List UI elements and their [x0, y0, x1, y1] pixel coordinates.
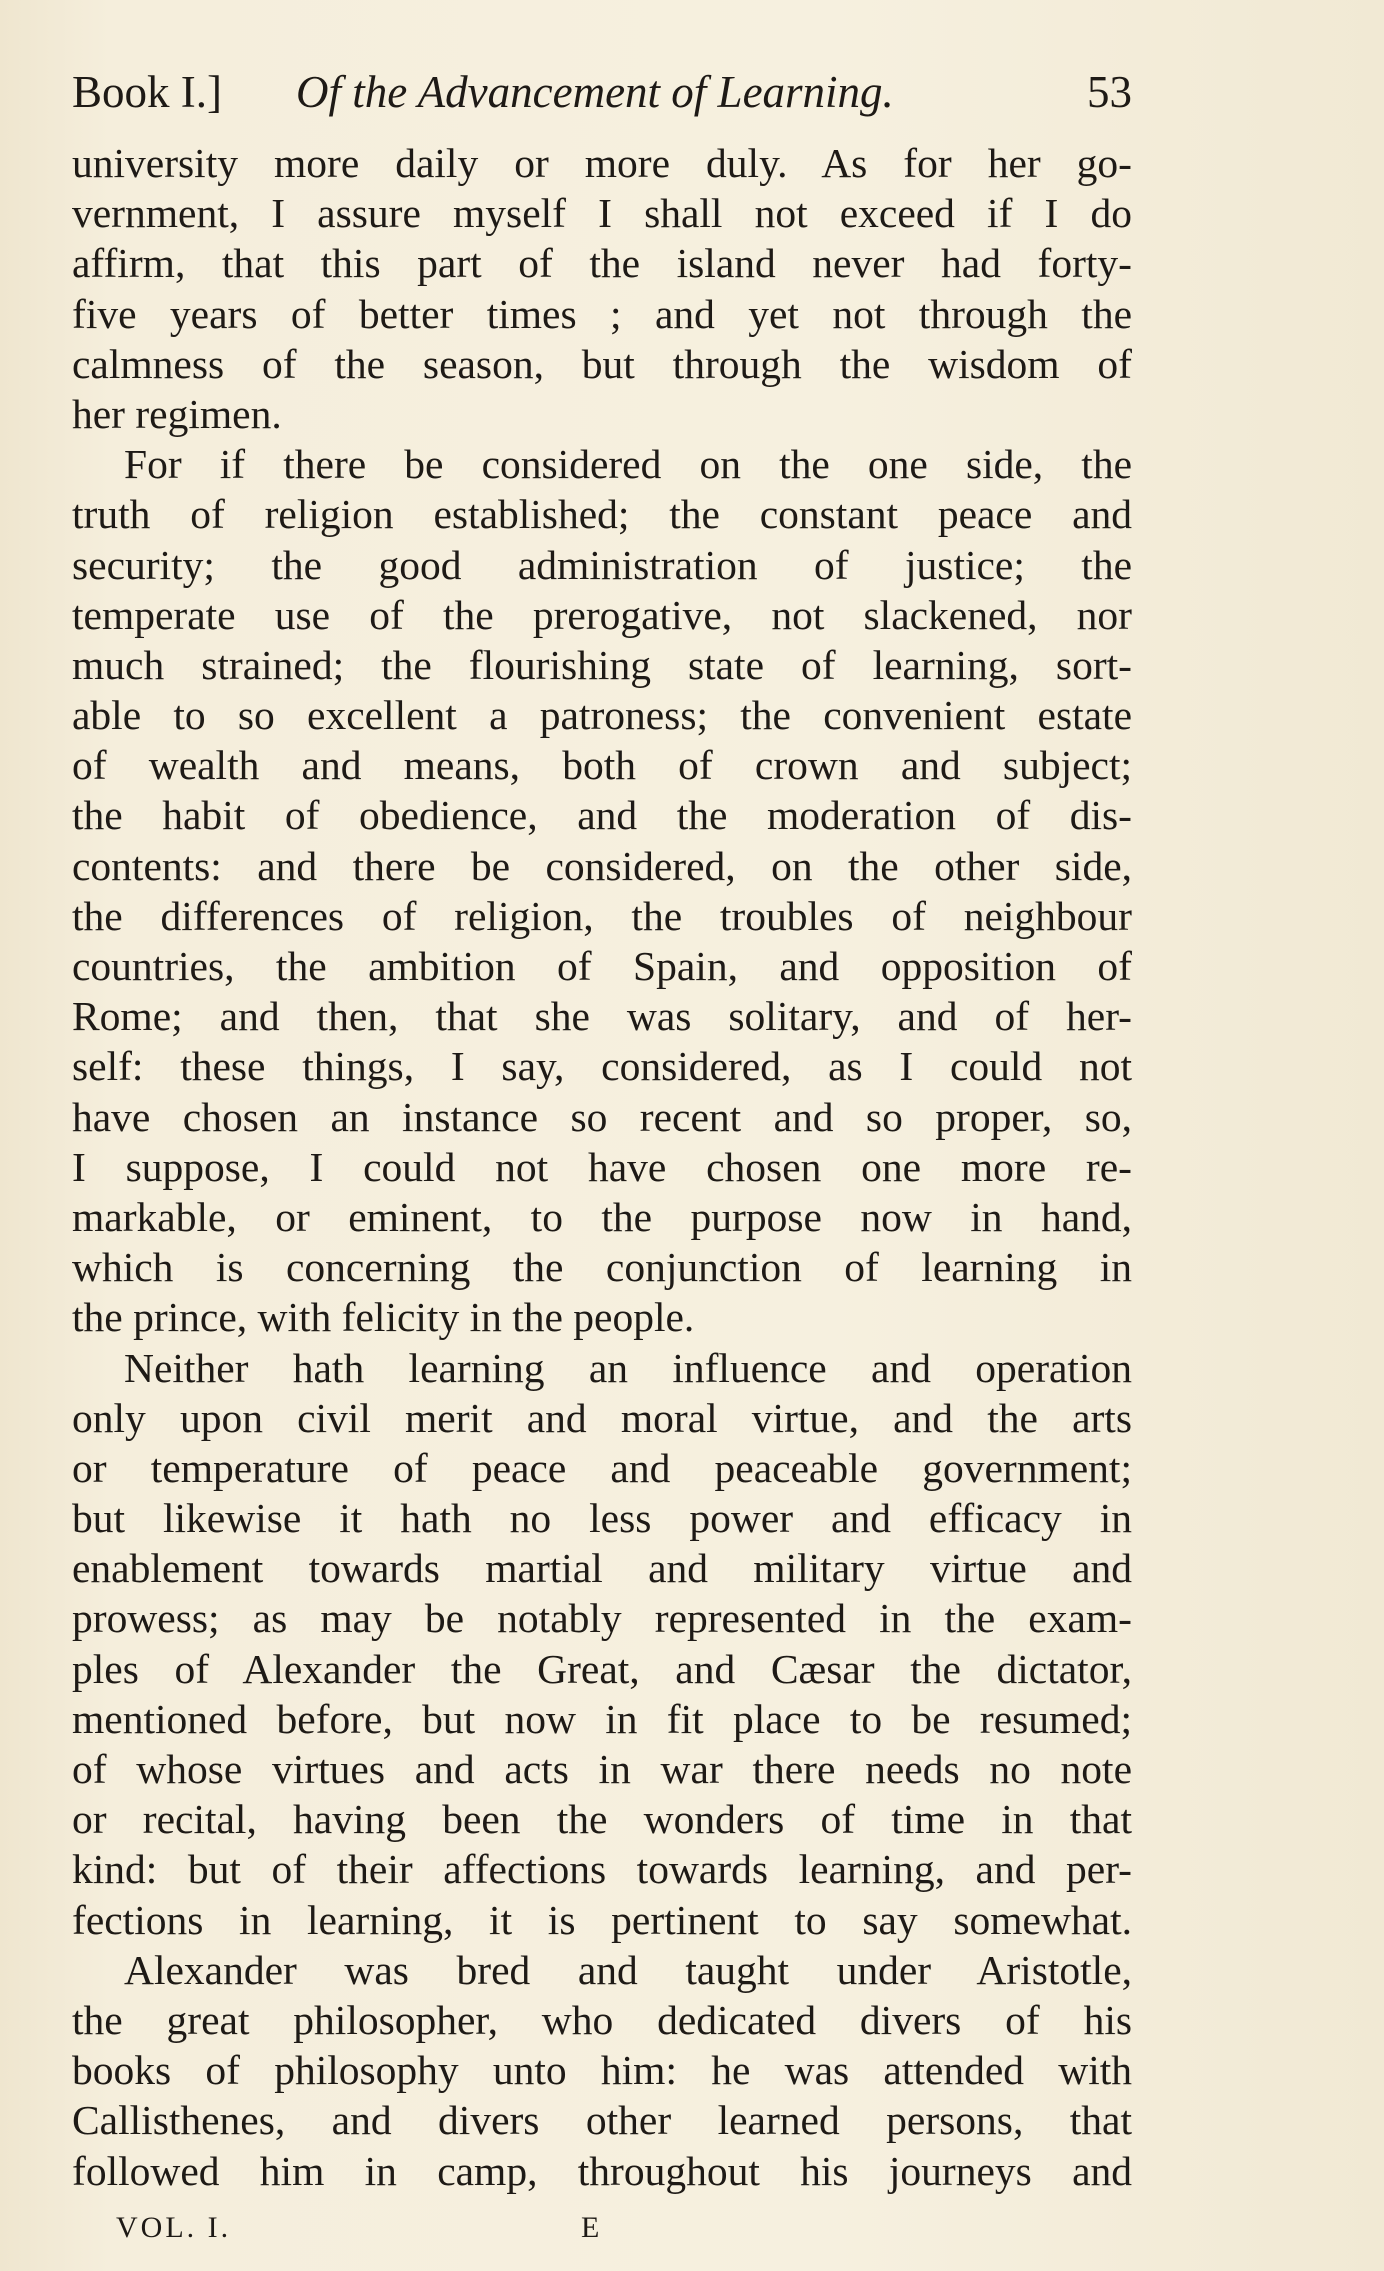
text-line: have chosen an instance so recent and so proper, so, — [72, 1093, 1132, 1140]
text-line: kind: but of their affections towards learning, and per- — [72, 1846, 1132, 1893]
page-footer — [116, 2208, 616, 2248]
header-book-label: Book I.] — [72, 67, 222, 117]
text-line: of whose virtues and acts in war there needs no note — [72, 1746, 1132, 1792]
text-line: which is concerning the conjunction of learning in — [72, 1244, 1132, 1291]
text-line: mentioned before, but now in fit place to be resumed; — [72, 1695, 1132, 1742]
text-line: affirm, that this part of the island never had forty- — [72, 240, 1132, 287]
text-line: or recital, having been the wonders of time in that — [72, 1796, 1132, 1843]
running-header — [72, 62, 1132, 122]
text-line: of wealth and means, both of crown and subject; — [72, 742, 1132, 789]
text-line: countries, the ambition of Spain, and opposition of — [72, 943, 1132, 989]
text-line: truth of religion established; the constant peace and — [72, 491, 1132, 538]
text-line: the great philosopher, who dedicated divers of his — [72, 1996, 1132, 2043]
text-line: followed him in camp, throughout his journeys and — [72, 2147, 1132, 2194]
text-line: much strained; the flourishing state of learning, sort- — [72, 641, 1132, 688]
text-line: books of philosophy unto him: he was attended with — [72, 2047, 1132, 2094]
text-line: I suppose, I could not have chosen one more re- — [72, 1143, 1132, 1190]
text-line: the prince, with felicity in the people. — [72, 1294, 695, 1341]
text-line: temperate use of the prerogative, not slackened, nor — [72, 591, 1132, 638]
text-line: five years of better times ; and yet not through the — [72, 290, 1132, 337]
text-line: prowess; as may be notably represented in the exam- — [72, 1595, 1132, 1642]
text-line: only upon civil merit and moral virtue, and the arts — [72, 1394, 1132, 1441]
body-text — [72, 138, 1132, 2196]
text-line: or temperature of peace and peaceable government; — [72, 1444, 1132, 1491]
header-title: Of the Advancement of Learning. — [296, 67, 894, 117]
text-line: Callisthenes, and divers other learned persons, that — [72, 2097, 1132, 2144]
text-line: security; the good administration of justice; the — [72, 541, 1132, 588]
page-number: 53 — [1087, 67, 1132, 117]
text-line: the differences of religion, the troubles of neighbour — [72, 892, 1132, 939]
text-line: self: these things, I say, considered, as I could not — [72, 1043, 1132, 1090]
text-line: Rome; and then, that she was solitary, and of her- — [72, 993, 1132, 1040]
text-line: fections in learning, it is pertinent to say somewhat. — [72, 1896, 1132, 1943]
text-line: ples of Alexander the Great, and Cæsar the dictator, — [72, 1645, 1132, 1692]
text-line: contents: and there be considered, on the other side, — [72, 842, 1132, 889]
text-line: enablement towards martial and military virtue and — [72, 1545, 1132, 1592]
text-line: the habit of obedience, and the moderation of dis- — [72, 792, 1132, 839]
paragraph-start-line: Alexander was bred and taught under Aristotle, — [124, 1946, 1132, 1993]
text-line: calmness of the season, but through the wisdom of — [72, 340, 1132, 387]
footer-volume: VOL. I. — [116, 2211, 232, 2244]
text-line: university more daily or more duly. As for her go- — [72, 140, 1132, 186]
text-line: but likewise it hath no less power and efficacy in — [72, 1495, 1132, 1542]
text-line: her regimen. — [72, 390, 282, 437]
paragraph-start-line: Neither hath learning an influence and operation — [124, 1344, 1132, 1391]
paragraph-start-line: For if there be considered on the one side, the — [124, 441, 1132, 488]
text-line: markable, or eminent, to the purpose now in hand, — [72, 1193, 1132, 1240]
text-line: able to so excellent a patroness; the convenient estate — [72, 692, 1132, 739]
text-line: vernment, I assure myself I shall not exceed if I do — [72, 190, 1132, 237]
footer-signature-mark: E — [581, 2211, 603, 2244]
